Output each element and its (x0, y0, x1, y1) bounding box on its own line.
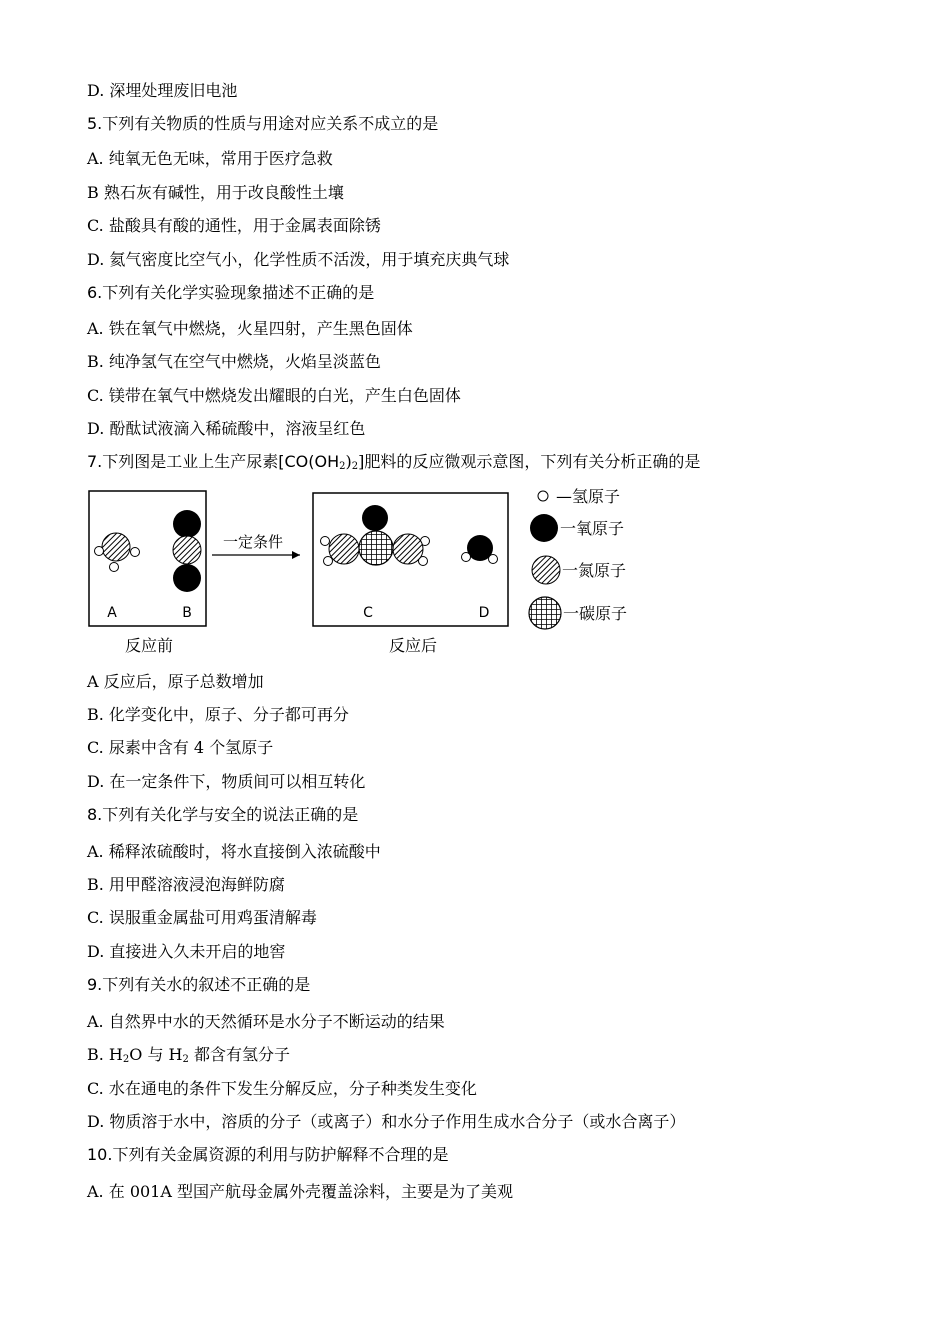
option-9b (87, 1045, 290, 1070)
option-4d: D. 深埋处理废旧电池 (87, 81, 238, 100)
question-7-mid: ) (345, 452, 352, 471)
legend-hydrogen: —氢原子 (556, 487, 621, 506)
text-run: B. H (87, 1045, 123, 1064)
question-7-suffix: ]肥料的反应微观示意图，下列有关分析正确的是 (358, 452, 701, 471)
option-10a: A. 在 001A 型国产航母金属外壳覆盖涂料，主要是为了美观 (87, 1182, 513, 1201)
legend-hydrogen-icon (538, 491, 548, 501)
subscript: 2 (351, 461, 359, 472)
oxygen-atom (173, 510, 201, 538)
option-5b: B 熟石灰有碱性，用于改良酸性土壤 (87, 183, 344, 202)
hydrogen-atom (324, 557, 333, 566)
label-b: B (182, 605, 192, 621)
legend-carbon: 一碳原子 (563, 604, 628, 623)
reaction-diagram (86, 484, 656, 660)
legend-carbon-icon (529, 597, 561, 629)
option-9a: A. 自然界中水的天然循环是水分子不断运动的结果 (87, 1012, 445, 1031)
text-run: 都含有氢分子 (188, 1045, 290, 1064)
option-7b: B. 化学变化中，原子、分子都可再分 (87, 705, 349, 724)
hydrogen-atom (489, 555, 498, 564)
option-9d: D. 物质溶于水中，溶质的分子（或离子）和水分子作用生成水合分子（或水合离子） (87, 1112, 686, 1131)
question-10: 10.下列有关金属资源的利用与防护解释不合理的是 (87, 1145, 449, 1164)
option-5c: C. 盐酸具有酸的通性，用于金属表面除锈 (87, 216, 381, 235)
question-6: 6.下列有关化学实验现象描述不正确的是 (87, 283, 375, 302)
condition-label: 一定条件 (222, 533, 284, 551)
question-5: 5.下列有关物质的性质与用途对应关系不成立的是 (87, 114, 439, 133)
option-6a: A. 铁在氧气中燃烧，火星四射，产生黑色固体 (87, 319, 413, 338)
label-d: D (478, 605, 490, 621)
option-8a: A. 稀释浓硫酸时，将水直接倒入浓硫酸中 (87, 842, 381, 861)
oxygen-atom (173, 564, 201, 592)
option-5d: D. 氦气密度比空气小，化学性质不活泼，用于填充庆典气球 (87, 250, 510, 269)
option-7d: D. 在一定条件下，物质间可以相互转化 (87, 772, 366, 791)
option-6c: C. 镁带在氧气中燃烧发出耀眼的白光，产生白色固体 (87, 386, 461, 405)
subscript: 2 (182, 1054, 189, 1065)
question-9: 9.下列有关水的叙述不正确的是 (87, 975, 311, 994)
legend-nitrogen: 一氮原子 (562, 561, 627, 580)
subscript: 2 (339, 461, 346, 472)
legend-nitrogen-icon (532, 556, 560, 584)
option-8d: D. 直接进入久未开启的地窖 (87, 942, 286, 961)
nitrogen-atom (173, 536, 201, 564)
option-9c: C. 水在通电的条件下发生分解反应，分子种类发生变化 (87, 1079, 477, 1098)
label-a: A (107, 605, 117, 621)
oxygen-atom (362, 505, 388, 531)
subscript: 2 (122, 1054, 130, 1065)
legend-oxygen: 一氧原子 (560, 519, 625, 538)
question-7 (87, 452, 700, 477)
option-8b: B. 用甲醛溶液浸泡海鲜防腐 (87, 875, 285, 894)
option-6d: D. 酚酞试液滴入稀硫酸中，溶液呈红色 (87, 419, 366, 438)
legend-oxygen-icon (530, 514, 558, 542)
hydrogen-atom (95, 547, 104, 556)
option-8c: C. 误服重金属盐可用鸡蛋清解毒 (87, 908, 317, 927)
question-8: 8.下列有关化学与安全的说法正确的是 (87, 805, 359, 824)
option-7c: C. 尿素中含有 4 个氢原子 (87, 738, 274, 757)
option-6b: B. 纯净氢气在空气中燃烧，火焰呈淡蓝色 (87, 352, 381, 371)
option-5a: A. 纯氧无色无味，常用于医疗急救 (87, 149, 333, 168)
nitrogen-atom (329, 534, 359, 564)
before-caption: 反应前 (124, 636, 174, 655)
after-caption: 反应后 (388, 636, 438, 655)
hydrogen-atom (110, 563, 119, 572)
question-7-prefix: 7.下列图是工业上生产尿素[CO(OH (87, 452, 340, 471)
label-c: C (363, 605, 373, 621)
hydrogen-atom (131, 548, 140, 557)
nitrogen-atom (102, 533, 130, 561)
hydrogen-atom (321, 537, 330, 546)
text-run: O 与 H (129, 1045, 183, 1064)
arrow-head-icon (292, 551, 300, 559)
hydrogen-atom (462, 553, 471, 562)
option-7a: A 反应后，原子总数增加 (87, 672, 264, 691)
carbon-atom (359, 531, 393, 565)
nitrogen-atom (393, 534, 423, 564)
